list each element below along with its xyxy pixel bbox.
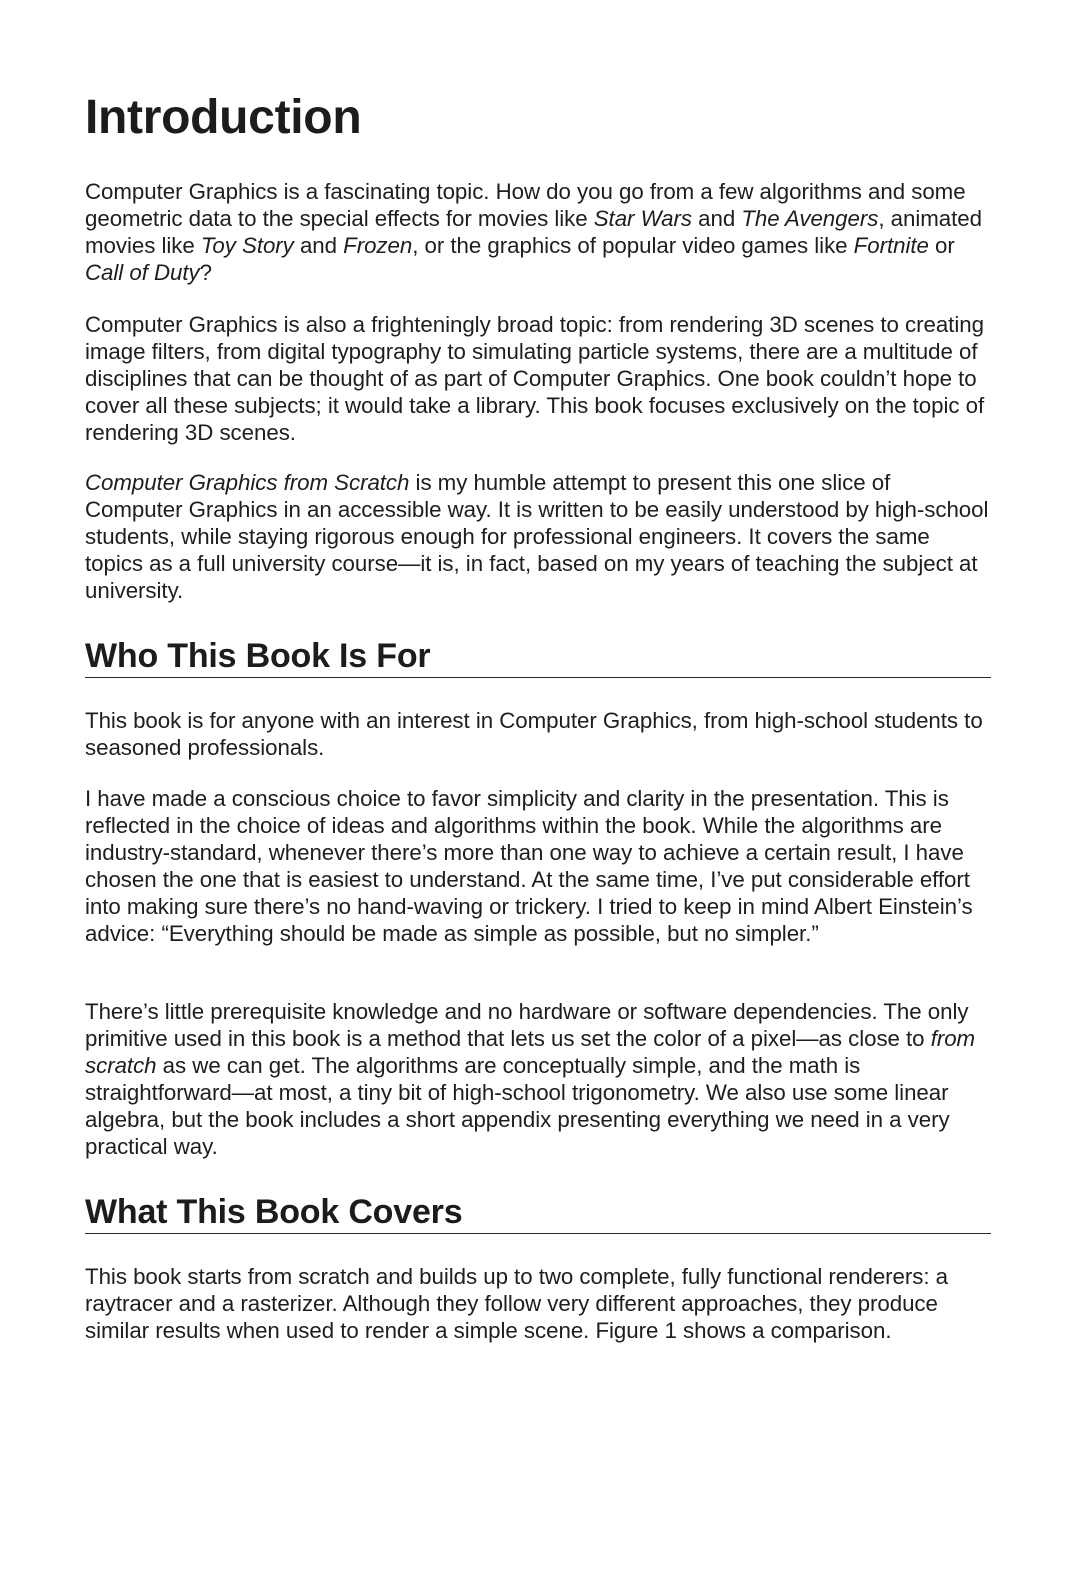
- text-run: or: [928, 233, 955, 258]
- section-heading-what-text: What This Book Covers: [85, 1193, 463, 1231]
- who-paragraph-1: [85, 707, 991, 761]
- what-paragraph-1-text: This book starts from scratch and builds up to two complete, fully functional renderers: a raytracer and a rasterizer. Although they follow very different approaches, they produce similar results when used to render a simple scene. Figure 1 shows a comparison.: [85, 1264, 949, 1343]
- text-run: There’s little prerequisite knowledge and no hardware or software dependencies. The only primitive used in this book is a method that lets us set the color of a pixel—as close to: [85, 999, 969, 1051]
- intro-paragraph-2-text: Computer Graphics is also a frighteningly broad topic: from rendering 3D scenes to creating image filters, from digital typography to simulating particle systems, there are a multitude of disciplines that can be thought of as part of Computer Graphics. One book couldn’t hope to cover all these subjects; it would take a library. This book focuses exclusively on the topic of rendering 3D scenes.: [85, 312, 985, 445]
- intro-paragraph-3-text: [85, 469, 991, 604]
- text-run: Computer Graphics is a fascinating topic. How do you go from a few algorithms and some geometric data to the special effects for movies like: [85, 179, 966, 231]
- intro-paragraph-1-text: [85, 178, 991, 286]
- intro-paragraph-3: [85, 469, 991, 604]
- intro-paragraph-2: [85, 311, 991, 446]
- section-divider: [85, 1233, 991, 1234]
- movie-title-toy-story: Toy Story: [200, 233, 294, 258]
- movie-title-frozen: Frozen: [343, 233, 413, 258]
- movie-title-the-avengers: The Avengers: [741, 206, 879, 231]
- who-paragraph-3: [85, 998, 991, 1160]
- text-run: , or the graphics of popular video games like: [412, 233, 854, 258]
- emphasis-from-scratch: from scratch: [85, 1026, 976, 1078]
- who-paragraph-3-text: [85, 998, 991, 1160]
- text-run: and: [692, 206, 742, 231]
- page-title: Introduction: [85, 91, 362, 144]
- who-paragraph-2: [85, 785, 991, 947]
- text-run: , animated movies like: [85, 206, 982, 258]
- what-paragraph-1: [85, 1263, 991, 1344]
- who-paragraph-1-text: This book is for anyone with an interest in Computer Graphics, from high-school students to seasoned professionals.: [85, 708, 983, 760]
- section-heading-who: [85, 636, 991, 676]
- game-title-call-of-duty: Call of Duty: [85, 260, 200, 285]
- text-run: is my humble attempt to present this one slice of Computer Graphics in an accessible way. It is written to be easily understood by high-school students, while staying rigorous enough for professional engineers. It covers the same topics as a full university course—it is, in fact, based on my years of teaching the subject at university.: [85, 470, 989, 603]
- text-run: and: [293, 233, 344, 258]
- who-paragraph-2-text: I have made a conscious choice to favor simplicity and clarity in the presentation. This is reflected in the choice of ideas and algorithms within the book. While the algorithms are industry-standard, whenever there’s more than one way to achieve a certain result, I have chosen the one that is easiest to understand. At the same time, I’ve put considerable effort into making sure there’s no hand-waving or trickery. I tried to keep in mind Albert Einstein’s advice: “Everything should be made as simple as possible, but no simpler.”: [85, 786, 973, 946]
- section-divider: [85, 677, 991, 678]
- section-heading-who-text: Who This Book Is For: [85, 637, 431, 675]
- text-run: as we can get. The algorithms are conceptually simple, and the math is straightforward—at most, a tiny bit of high-school trigonometry. We also use some linear algebra, but the book includes a short appendix presenting everything we need in a very practical way.: [85, 1053, 950, 1159]
- section-heading-what: [85, 1192, 991, 1232]
- game-title-fortnite: Fortnite: [853, 233, 929, 258]
- movie-title-star-wars: Star Wars: [593, 206, 692, 231]
- book-title: Computer Graphics from Scratch: [85, 470, 410, 495]
- text-run: ?: [199, 260, 213, 285]
- intro-paragraph-1: [85, 178, 991, 286]
